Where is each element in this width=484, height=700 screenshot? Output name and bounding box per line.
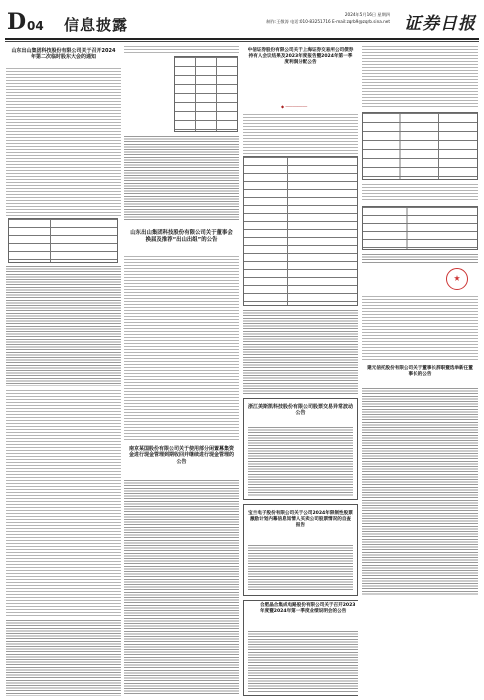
article-text <box>248 631 358 692</box>
article-text <box>362 296 478 360</box>
page-number: 04 <box>27 19 44 33</box>
masthead <box>0 0 484 42</box>
article-text <box>124 256 239 442</box>
header-rule <box>5 38 479 40</box>
article-text <box>248 427 353 496</box>
announcement-title: 合肥晶合集成电路股份有限公司关于召开2023年度暨2024年第一季度业绩说明会的公告 <box>260 603 356 615</box>
article-text <box>124 46 239 54</box>
broker-logo: ◆ ───────── <box>281 104 308 109</box>
column-3 <box>243 46 358 696</box>
article-text <box>362 46 478 108</box>
announcement-stock-volatility <box>243 398 358 500</box>
announcement-title: 浙江美斯凯科技股份有限公司股票交易异常波动公告 <box>248 404 354 417</box>
company-seal <box>446 268 468 290</box>
section-title: 信息披露 <box>64 16 129 34</box>
announcement-supervisory <box>124 444 239 478</box>
article-text <box>362 184 478 202</box>
article-text <box>6 620 121 696</box>
announcement-insider-check <box>243 504 358 596</box>
article-text <box>124 480 239 696</box>
issue-date: 2024年5月16日 星期四 <box>344 12 390 17</box>
announcement-title: 山东出山集团科技股份有限公司关于董事会换届及推荐“出山出组”的公告 <box>130 230 233 243</box>
announcement-title: 宝兰电子股份有限公司关于公司2024年限制性股票激励计划内幕信息知情人买卖公司股票情况的自查报告 <box>248 511 353 529</box>
article-text <box>6 266 121 386</box>
article-text <box>6 68 121 216</box>
column-4 <box>362 46 478 596</box>
article-text <box>362 254 478 264</box>
article-text <box>243 114 358 154</box>
announcement-earnings-call <box>243 600 358 696</box>
announcement-title: 南京某国股份有限公司关于使用部分闲置募集资金进行现金管理到期收回并继续进行现金管理的公告 <box>128 446 234 465</box>
article-text <box>124 136 239 222</box>
announcement-board-resolution <box>124 224 239 254</box>
data-table <box>362 206 478 250</box>
column-1 <box>6 46 121 696</box>
article-text <box>6 390 121 616</box>
announcement-fund-dividend <box>243 46 358 100</box>
newspaper-logo: 证券日报 <box>404 14 476 34</box>
announcement-title: 山东出山集团科技股份有限公司关于召开2024年第二次临时股东大会的通知 <box>11 48 116 61</box>
data-table <box>174 56 238 132</box>
announcement-shareholder-meeting <box>6 46 121 66</box>
announcement-title: 中信证券股份有限公司关于上海证券交易所公司债券持有人会议结果及2023年度报告暨2024年第一季度利润分配公告 <box>247 48 354 66</box>
column-2 <box>124 46 239 696</box>
page-letter: D <box>7 9 27 35</box>
editor-info: 制作:王敬涛 电话:010-83251716 E-mail:zqrb9@zqrb.sina.net <box>266 19 390 24</box>
article-text <box>243 310 358 394</box>
announcement-chairman-resignation <box>362 364 478 386</box>
article-text <box>248 545 353 592</box>
data-table <box>243 156 358 306</box>
header-rule-thin <box>5 41 479 42</box>
article-text <box>362 388 478 596</box>
data-table <box>8 218 118 263</box>
data-table <box>362 112 478 180</box>
announcement-title: 建元信托股份有限公司关于董事长辞职暨选举新任董事长的公告 <box>367 366 473 377</box>
